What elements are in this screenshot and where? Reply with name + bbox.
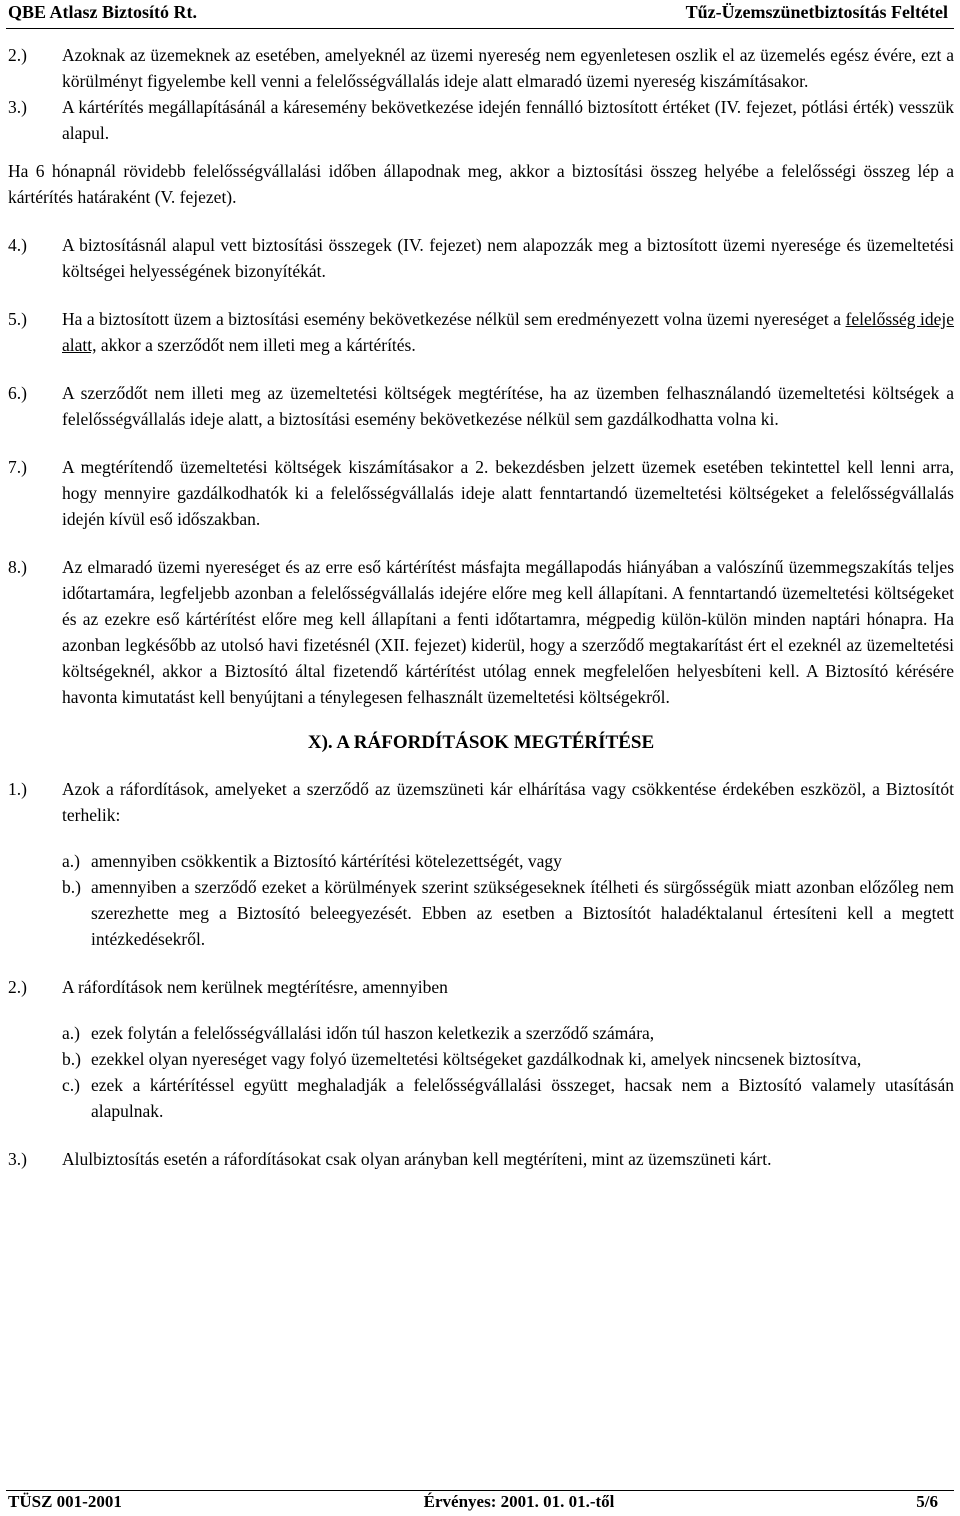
clause-text-part: akkor a szerződőt nem illeti meg a kártérítés.	[96, 335, 416, 355]
page-footer	[8, 1492, 938, 1512]
page-number: 5/6	[916, 1492, 938, 1511]
clause-number: 8.)	[8, 557, 27, 577]
clause-text: Alulbiztosítás esetén a ráfordításokat csak olyan arányban kell megtéríteni, mint az üzemszüneti kárt.	[62, 1149, 772, 1169]
sub-item-label: c.)	[62, 1075, 80, 1095]
clause-text: Azok a ráfordítások, amelyeket a szerződő az üzemszüneti kár elhárítása vagy csökkentése érdekében eszközöl, a Biztosítót terhelik:	[62, 779, 954, 825]
clause-text: A kártérítés megállapításánál a káresemény bekövetkezése idején fennálló biztosított értéket (IV. fejezet, pótlási érték) vesszük alapul.	[62, 97, 954, 143]
clause-number: 3.)	[8, 97, 27, 117]
validity-date: Érvényes: 2001. 01. 01.-től	[423, 1492, 615, 1511]
sub-item-label: b.)	[62, 877, 81, 897]
sub-item	[62, 1072, 954, 1124]
clause-number: 6.)	[8, 383, 27, 403]
clause-number: 5.)	[8, 309, 27, 329]
page-header	[8, 2, 948, 23]
clause-text: A megtérítendő üzemeltetési költségek kiszámításakor a 2. bekezdésben jelzett üzemek esetében tekintettel kell lenni arra, hogy mennyire gazdálkodhatók ki a felelősségvállalás ideje alatt fenntartandó üzemeltetési költségeket a felelősségvállalás idején kívül eső időszakban.	[62, 457, 954, 529]
footer-divider	[6, 1490, 954, 1491]
sub-item-text: ezek a kártérítéssel együtt meghaladják a felelősségvállalási összeget, hacsak nem a Biztosító valamely utasításán alapulnak.	[91, 1075, 954, 1121]
sub-item-label: a.)	[62, 851, 80, 871]
clause-ix-4	[8, 232, 954, 284]
clause-text: A ráfordítások nem kerülnek megtérítésre, amennyiben	[62, 977, 448, 997]
underlined-phrase: felelősség ideje alatt,	[62, 309, 955, 355]
clause-number: 2.)	[8, 977, 27, 997]
clause-ix-8	[8, 554, 954, 710]
company-name: QBE Atlasz Biztosító Rt.	[8, 2, 197, 22]
clause-ix-5	[8, 306, 954, 358]
clause-text-part: Ha a biztosított üzem a biztosítási esemény bekövetkezése nélkül sem eredményezett volna üzemi nyereséget a	[62, 309, 846, 329]
sub-item	[62, 848, 954, 874]
clause-x-1	[8, 776, 954, 828]
clause-ix-6	[8, 380, 954, 432]
clause-text	[62, 306, 954, 358]
section-heading: X). A RÁFORDÍTÁSOK MEGTÉRÍTÉSE	[307, 732, 655, 753]
sub-item-text: amennyiben csökkentik a Biztosító kártérítési kötelezettségét, vagy	[91, 851, 562, 871]
sub-item-label: a.)	[62, 1023, 80, 1043]
clause-text: Az elmaradó üzemi nyereséget és az erre eső kártérítést másfajta megállapodás hiányában a valószínű üzemmegszakítás teljes időtartamára, legfeljebb azonban a felelősségvállalás idejére előre meg kell állapítani. A fenntartandó üzemeltetési költségeket és az ezekre eső kártérítést előre meg kell állapítani a fenti időtartamra, mégpedig külön-külön minden naptári hónapra. Ha azonban legkésőbb az utolsó havi fizetésnél (XII. fejezet) kiderül, hogy a szerződő megtakarítást ért el ezeknél az üzemeltetési költségeknél, akkor a Biztosító által fizetendő kártérítést utólag ennek megfelelően helyesbíteni kell. A Biztosító kérésére havonta kimutatást kell benyújtani a ténylegesen felhasznált üzemeltetési költségekről.	[62, 557, 954, 707]
document-code: TÜSZ 001-2001	[8, 1492, 122, 1511]
clause-text: Azoknak az üzemeknek az esetében, amelyeknél az üzemi nyereség nem egyenletesen oszlik el az üzemelés egész évére, ezt a körülményt figyelembe kell venni a felelősségvállalás ideje alatt elmaradó üzemi nyereség kiszámításakor.	[62, 45, 954, 91]
clause-ix-3-paragraph: Ha 6 hónapnál rövidebb felelősségvállalási időben állapodnak meg, akkor a biztosítási összeg helyébe a felelősségi összeg lép a kártérítés határaként (V. fejezet).	[8, 161, 954, 207]
sub-item	[62, 874, 954, 952]
header-divider	[6, 28, 954, 29]
sub-item	[62, 1020, 954, 1046]
clause-number: 1.)	[8, 779, 27, 799]
clause-number: 4.)	[8, 235, 27, 255]
clause-x-2	[8, 974, 954, 1000]
sub-item-text: ezekkel olyan nyereséget vagy folyó üzemeltetési költségeket gazdálkodnak ki, amelyek nincsenek biztosítva,	[91, 1049, 862, 1069]
clause-text: A biztosításnál alapul vett biztosítási összegek (IV. fejezet) nem alapozzák meg a biztosított üzemi nyeresége és üzemeltetési költségei helyességének bizonyítékát.	[62, 235, 954, 281]
sub-item-label: b.)	[62, 1049, 81, 1069]
sub-item-text: ezek folytán a felelősségvállalási időn túl haszon keletkezik a szerződő számára,	[91, 1023, 655, 1043]
clause-x-3	[8, 1146, 954, 1172]
clause-number: 3.)	[8, 1149, 27, 1169]
clause-ix-2	[8, 42, 954, 94]
sub-item	[62, 1046, 954, 1072]
clause-text: A szerződőt nem illeti meg az üzemeltetési költségek megtérítése, ha az üzemben felhasználandó üzemeltetési költségek a felelősségvállalás ideje alatt, a biztosítási esemény bekövetkezése nélkül sem gazdálkodhatta volna ki.	[62, 383, 954, 429]
sub-item-text: amennyiben a szerződő ezeket a körülmények szerint szükségeseknek ítélheti és sürgősségük miatt azonban előzőleg nem szerezhette meg a Biztosító beleegyezését. Ebben az esetben a Biztosítót haladéktalanul értesíteni kell a megtett intézkedésekről.	[91, 877, 954, 949]
document-title: Tűz-Üzemszünetbiztosítás Feltétel	[685, 2, 948, 22]
clause-ix-7	[8, 454, 954, 532]
clause-ix-3	[8, 94, 954, 146]
clause-number: 7.)	[8, 457, 27, 477]
clause-number: 2.)	[8, 45, 27, 65]
document-body	[8, 40, 954, 1172]
